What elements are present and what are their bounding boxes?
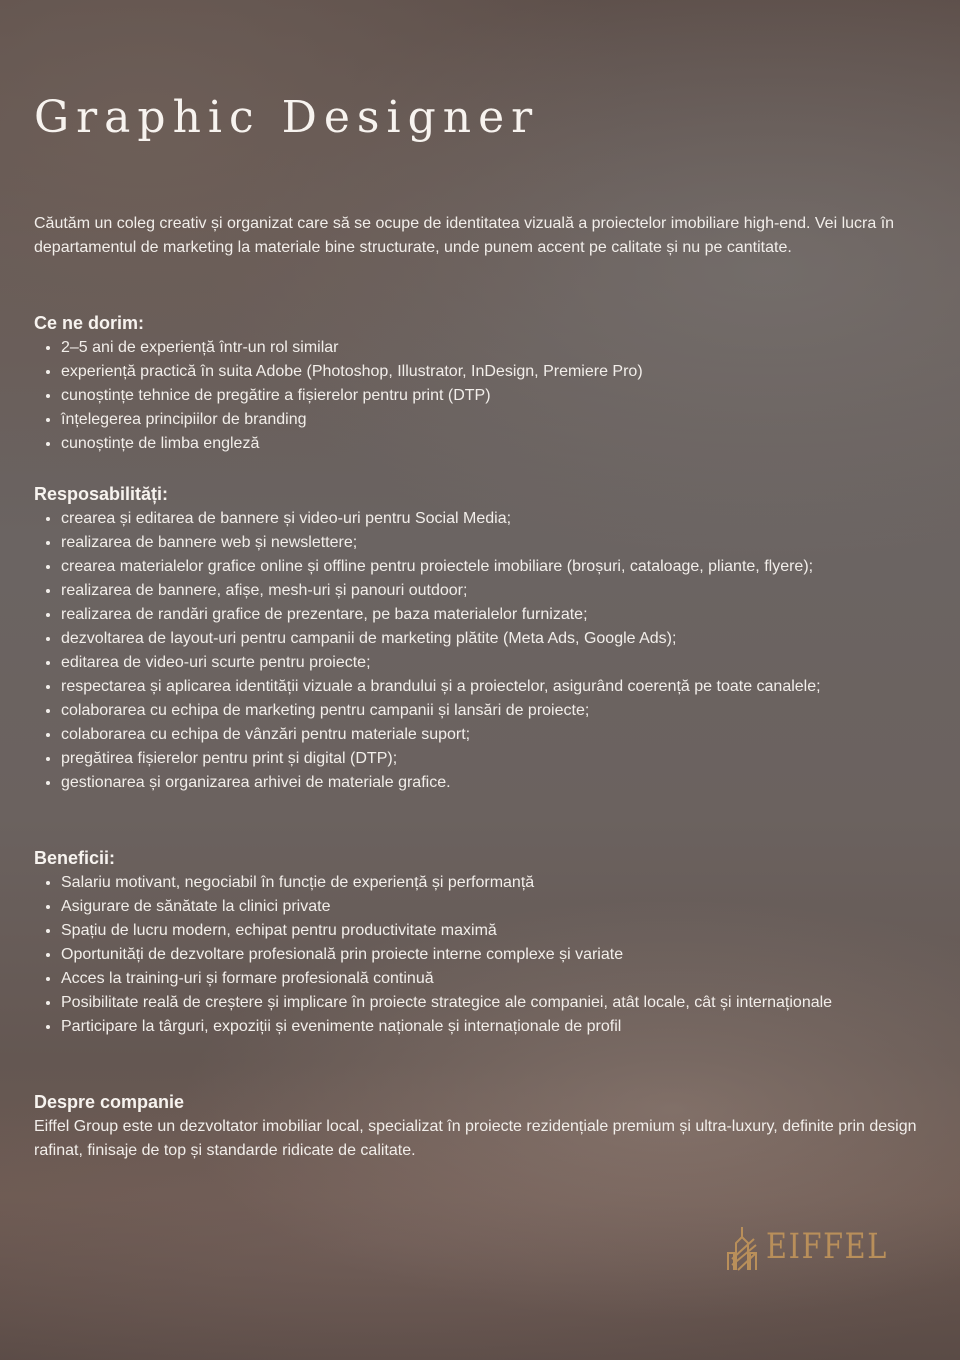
list-item: • colaborarea cu echipa de marketing pentru campanii și lansări de proiecte;	[61, 699, 926, 723]
about-section	[34, 1089, 926, 1163]
list-item: • colaborarea cu echipa de vânzări pentru materiale suport;	[61, 723, 926, 747]
list-item: • 2–5 ani de experiență într-un rol similar	[61, 336, 926, 360]
about-heading: Despre companie	[34, 1092, 185, 1112]
list-item: • Posibilitate reală de creștere și implicare în proiecte strategice ale companiei, atât locale, cât și internaționale	[61, 991, 926, 1015]
company-logo	[724, 1222, 915, 1272]
list-item: • respectarea și aplicarea identității vizuale a brandului și a proiectelor, asigurând coerență pe toate canalele;	[61, 675, 926, 699]
intro-paragraph: Căutăm un coleg creativ și organizat care să se ocupe de identitatea vizuală a proiectelor imobiliare high-end. Vei lucra în departamentul de marketing la materiale bine structurate, unde punem accent pe calitate și nu pe cantitate.	[34, 215, 895, 256]
logo-wordmark: EIFFEL	[766, 1227, 888, 1267]
eiffel-tower-logo-icon	[724, 1223, 760, 1271]
list-item: • realizarea de randări grafice de prezentare, pe baza materialelor furnizate;	[61, 603, 926, 627]
list-item: • crearea și editarea de bannere și video-uri pentru Social Media;	[61, 507, 926, 531]
list-item: • editarea de video-uri scurte pentru proiecte;	[61, 651, 926, 675]
requirements-list	[34, 336, 926, 456]
responsibilities-heading: Resposabilități:	[34, 484, 169, 504]
benefits-heading: Beneficii:	[34, 848, 116, 868]
list-item: • experiență practică în suita Adobe (Photoshop, Illustrator, InDesign, Premiere Pro)	[61, 360, 926, 384]
benefits-list	[34, 871, 926, 1039]
list-item: • pregătirea fișierelor pentru print și digital (DTP);	[61, 747, 926, 771]
benefits-section	[34, 845, 926, 1039]
list-item: • cunoștințe tehnice de pregătire a fișierelor pentru print (DTP)	[61, 384, 926, 408]
requirements-section	[34, 310, 926, 456]
list-item: • Salariu motivant, negociabil în funcție de experiență și performanță	[61, 871, 926, 895]
list-item: • Participare la târguri, expoziții și evenimente naționale și internaționale de profil	[61, 1015, 926, 1039]
about-text: Eiffel Group este un dezvoltator imobiliar local, specializat în proiecte rezidențiale premium și ultra-luxury, definite prin design rafinat, finisaje de top și standarde ridicate de calitate.	[34, 1118, 917, 1159]
list-item: • înțelegerea principiilor de branding	[61, 408, 926, 432]
list-item: • Spațiu de lucru modern, echipat pentru productivitate maximă	[61, 919, 926, 943]
list-item: • Asigurare de sănătate la clinici private	[61, 895, 926, 919]
responsibilities-section	[34, 481, 926, 795]
responsibilities-list	[34, 507, 926, 795]
list-item: • dezvoltarea de layout-uri pentru campanii de marketing plătite (Meta Ads, Google Ads);	[61, 627, 926, 651]
list-item: • crearea materialelor grafice online și offline pentru proiectele imobiliare (broșuri, cataloage, pliante, flyere);	[61, 555, 926, 579]
list-item: • realizarea de bannere, afișe, mesh-uri și panouri outdoor;	[61, 579, 926, 603]
list-item: • Oportunități de dezvoltare profesională prin proiecte interne complexe și variate	[61, 943, 926, 967]
list-item: • Acces la training-uri și formare profesională continuă	[61, 967, 926, 991]
list-item: • realizarea de bannere web și newslettere;	[61, 531, 926, 555]
page-title: Graphic Designer	[34, 92, 540, 143]
list-item: • cunoștințe de limba engleză	[61, 432, 926, 456]
requirements-heading: Ce ne dorim:	[34, 313, 145, 333]
list-item: • gestionarea și organizarea arhivei de materiale grafice.	[61, 771, 926, 795]
